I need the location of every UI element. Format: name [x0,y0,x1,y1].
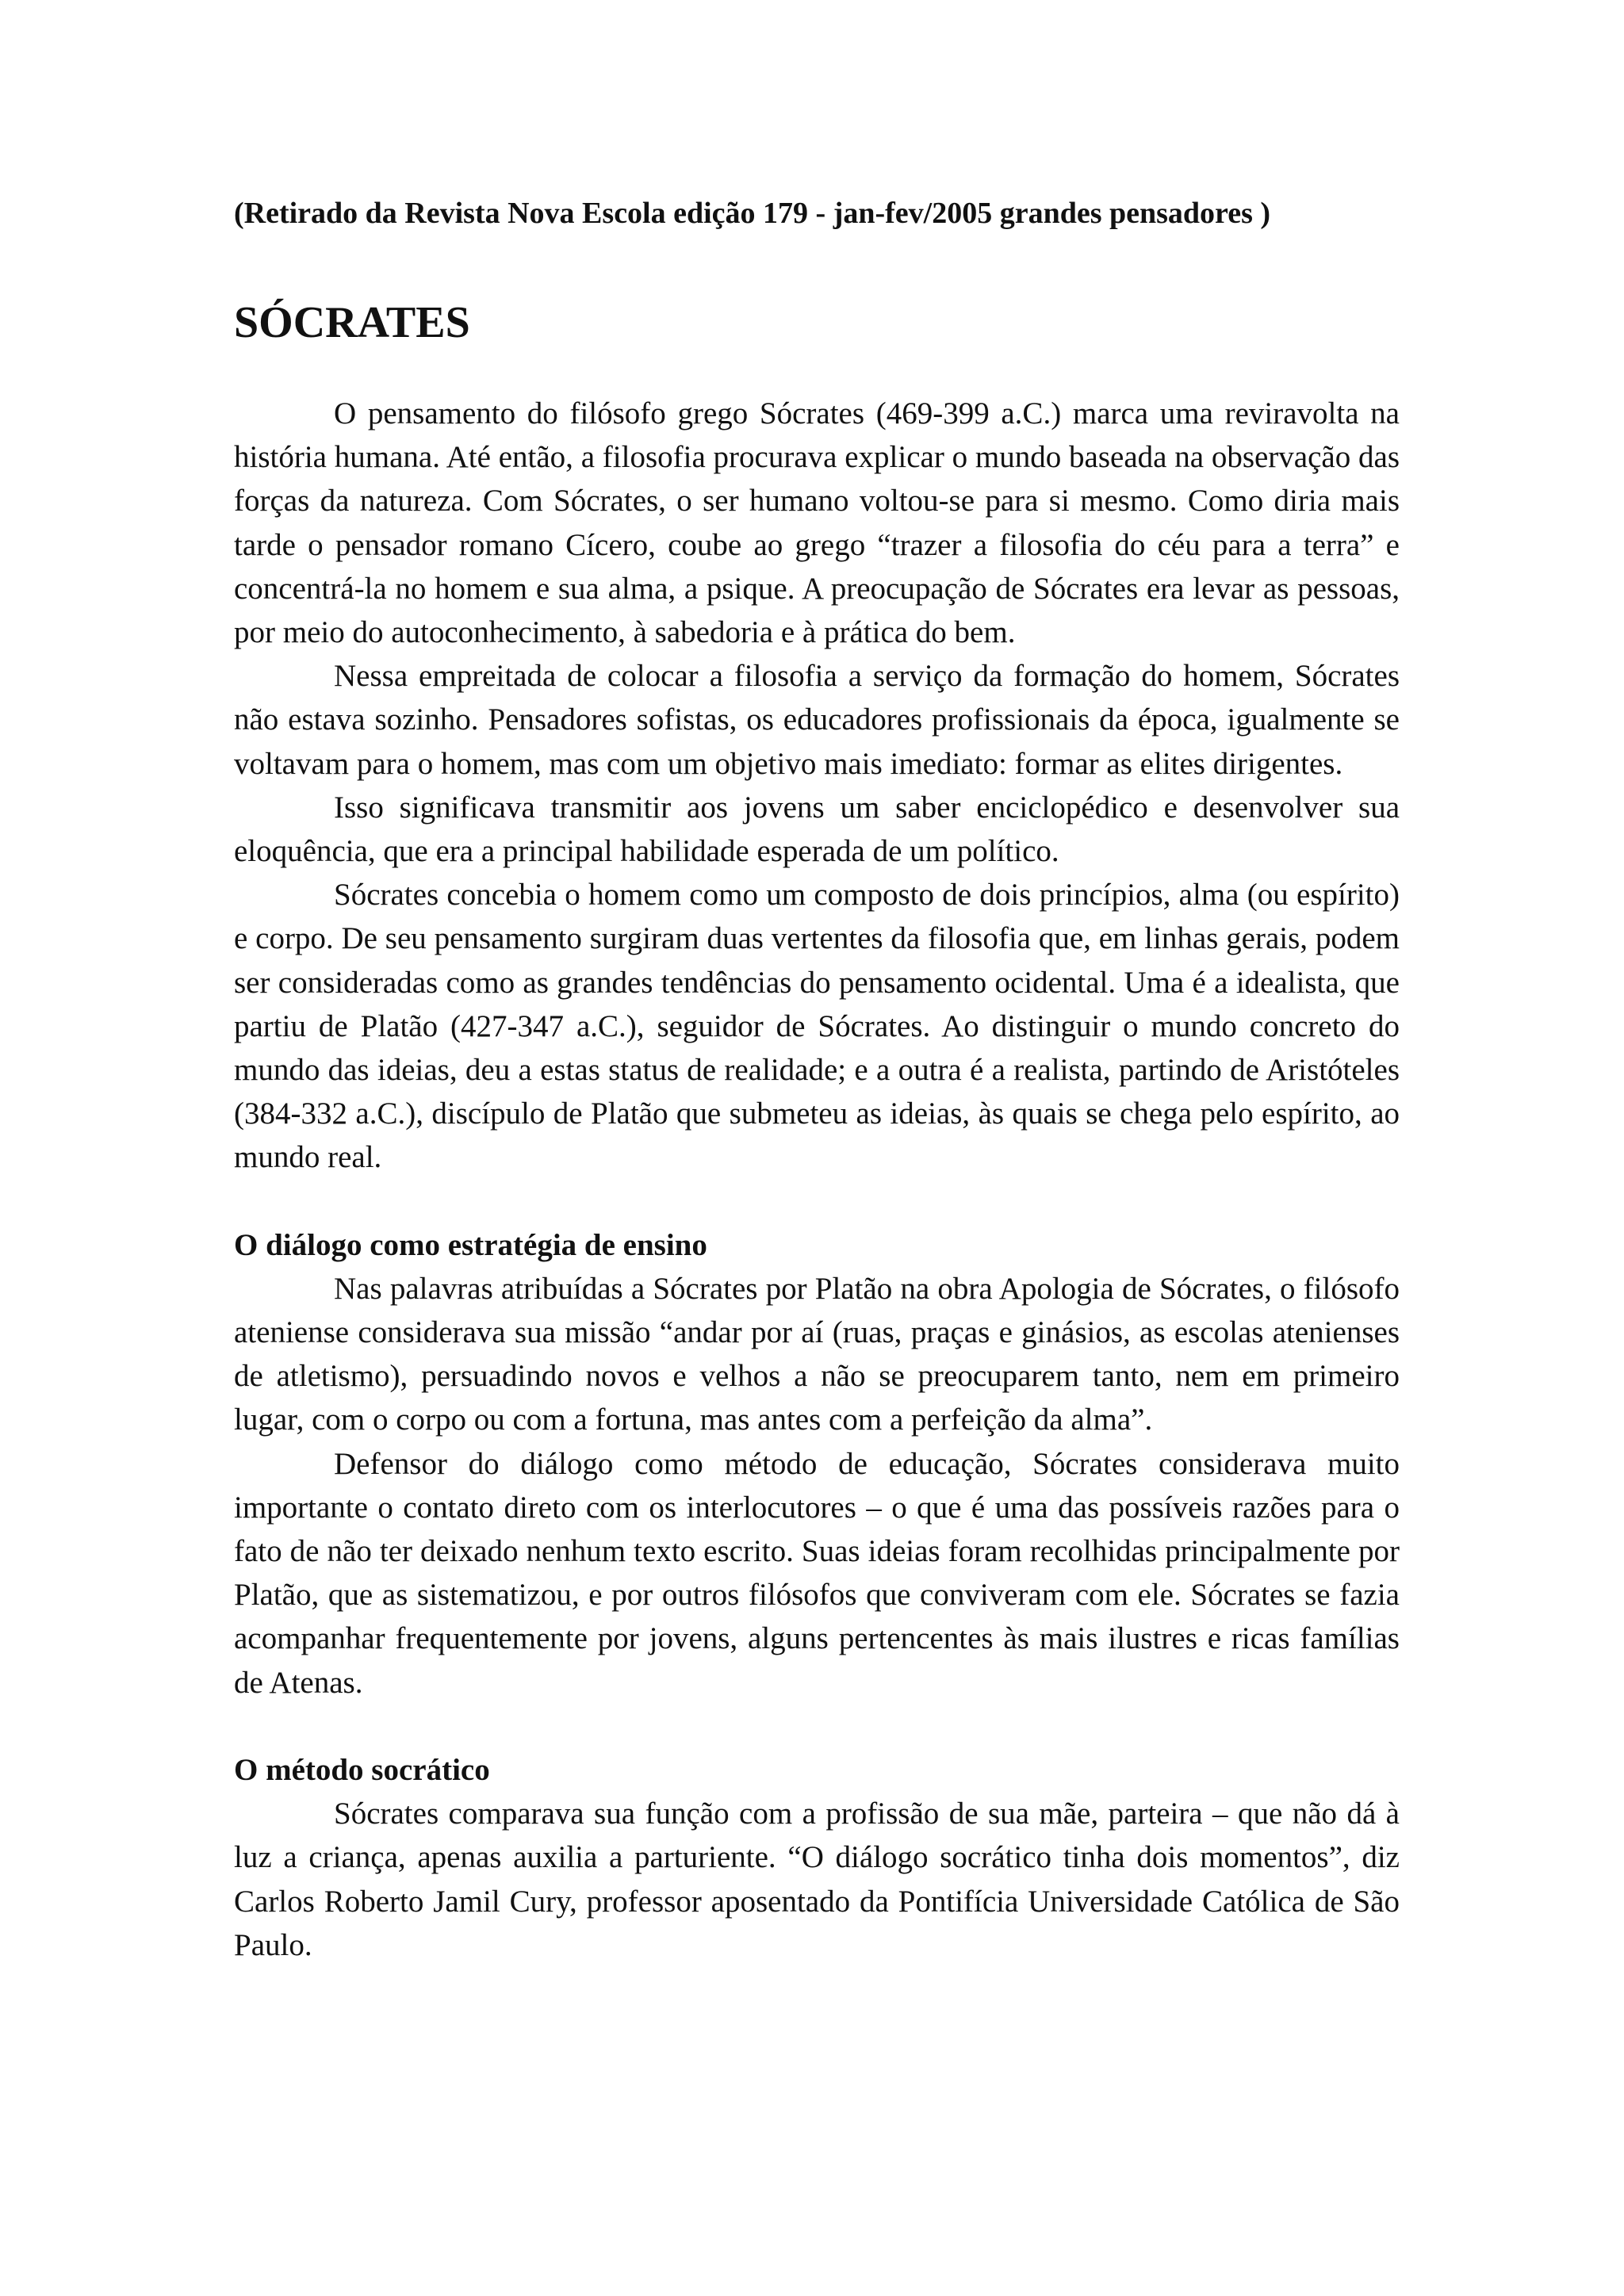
body-paragraph: Isso significava transmitir aos jovens um saber enciclopédico e desenvolver sua eloquência, que era a principal habilidade esperada de um político. [234,790,1400,869]
document-title: SÓCRATES [234,298,470,347]
body-paragraph: O pensamento do filósofo grego Sócrates (469-399 a.C.) marca uma reviravolta na história humana. Até então, a filosofia procurava explicar o mundo baseada na observação das forças da natureza. Com Sócrates, o ser humano voltou-se para si mesmo. Como diria mais tarde o pensador romano Cícero, coube ao grego “trazer a filosofia do céu para a terra” e concentrá-la no homem e sua alma, a psique. A preocupação de Sócrates era levar as pessoas, por meio do autoconhecimento, à sabedoria e à prática do bem. [234,396,1400,650]
body-paragraph: Sócrates concebia o homem como um composto de dois princípios, alma (ou espírito) e corpo. De seu pensamento surgiram duas vertentes da filosofia que, em linhas gerais, podem ser consideradas como as grandes tendências do pensamento ocidental. Uma é a idealista, que partiu de Platão (427-347 a.C.), seguidor de Sócrates. Ao distinguir o mundo concreto do mundo das ideias, deu a estas status de realidade; e a outra é a realista, partindo de Aristóteles (384-332 a.C.), discípulo de Platão que submeteu as ideias, às quais se chega pelo espírito, ao mundo real. [234,878,1400,1175]
section-heading: O método socrático [234,1752,490,1787]
body-paragraph: Sócrates comparava sua função com a profissão de sua mãe, parteira – que não dá à luz a criança, apenas auxilia a parturiente. “O diálogo socrático tinha dois momentos”, diz Carlos Roberto Jamil Cury, professor aposentado da Pontifícia Universidade Católica de São Paulo. [234,1797,1400,1962]
body-paragraph: Nas palavras atribuídas a Sócrates por Platão na obra Apologia de Sócrates, o filósofo ateniense considerava sua missão “andar por aí (ruas, praças e ginásios, as escolas atenienses de atletismo), persuadindo novos e velhos a não se preocuparem tanto, nem em primeiro lugar, com o corpo ou com a fortuna, mas antes com a perfeição da alma”. [234,1271,1400,1437]
section-dialogue [234,1223,1400,1705]
body-paragraph: Nessa empreitada de colocar a filosofia a serviço da formação do homem, Sócrates não estava sozinho. Pensadores sofistas, os educadores profissionais da época, igualmente se voltavam para o homem, mas com um objetivo mais imediato: formar as elites dirigentes. [234,659,1400,781]
source-citation: (Retirado da Revista Nova Escola edição 179 - jan-fev/2005 grandes pensadores ) [234,197,1271,230]
document-page [234,192,1400,1967]
body-paragraph: Defensor do diálogo como método de educação, Sócrates considerava muito importante o contato direto com os interlocutores – o que é uma das possíveis razões para o fato de não ter deixado nenhum texto escrito. Suas ideias foram recolhidas principalmente por Platão, que as sistematizou, e por outros filósofos que conviveram com ele. Sócrates se fazia acompanhar frequentemente por jovens, alguns pertencentes às mais ilustres e ricas famílias de Atenas. [234,1446,1400,1700]
intro-section [234,392,1400,1180]
section-heading: O diálogo como estratégia de ensino [234,1227,707,1262]
section-method [234,1748,1400,1967]
